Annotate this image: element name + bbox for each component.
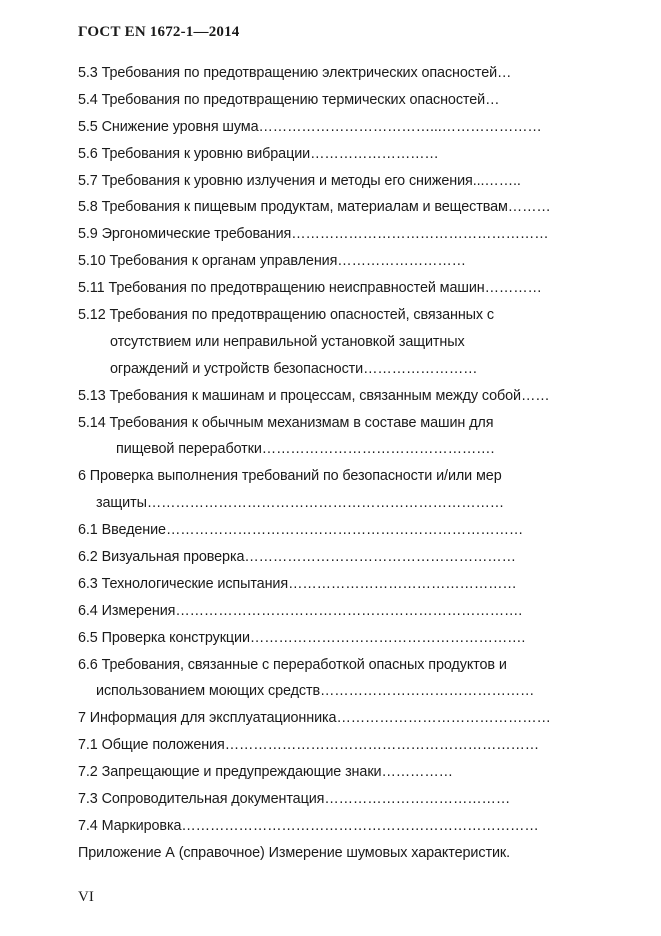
toc-entry: 6.6 Требования, связанные с переработкой опасных продуктов и — [78, 656, 507, 673]
table-of-contents — [78, 60, 658, 867]
toc-entry: 5.9 Эргономические требования……………………………………………… — [78, 226, 549, 243]
toc-entry: пищевой переработки…………………………………………. — [116, 441, 495, 458]
toc-entry: 5.7 Требования к уровню излучения и методы его снижения...…….. — [78, 172, 521, 189]
toc-entry: 6.2 Визуальная проверка………………………………………………… — [78, 549, 516, 566]
toc-entry: 5.14 Требования к обычным механизмам в составе машин для — [78, 414, 494, 431]
toc-entry: 5.12 Требования по предотвращению опасностей, связанных с — [78, 307, 495, 324]
page-number: VI — [78, 889, 94, 905]
toc-entry: 6 Проверка выполнения требований по безопасности и/или мер — [78, 468, 502, 485]
toc-entry: 5.6 Требования к уровню вибрации……………………… — [78, 145, 439, 162]
toc-entry: 5.4 Требования по предотвращению термических опасностей… — [78, 91, 500, 108]
toc-entry: 7 Информация для эксплуатационника……………………………………… — [78, 710, 551, 727]
toc-entry: 5.10 Требования к органам управления……………………… — [78, 253, 466, 270]
toc-entry: ограждений и устройств безопасности…………………… — [110, 360, 478, 377]
toc-entry: 6.3 Технологические испытания………………………………………… — [78, 575, 517, 592]
toc-entry: 5.3 Требования по предотвращению электрических опасностей… — [78, 65, 512, 81]
toc-entry: 6.4 Измерения………………………………………………………………. — [78, 602, 523, 619]
toc-entry: 5.5 Снижение уровня шума………………………………...………………… — [78, 118, 542, 135]
toc-entry: 6.1 Введение………………………………………………………………… — [78, 522, 524, 539]
toc-entry: 6.5 Проверка конструкции…………………………………………………. — [78, 629, 526, 646]
toc-entry: защиты………………………………………………………………… — [96, 495, 505, 512]
toc-entry: 5.11 Требования по предотвращению неисправностей машин………… — [78, 280, 542, 297]
toc-entry: Приложение А (справочное) Измерение шумовых характеристик. — [78, 844, 510, 861]
toc-entry: 7.3 Сопроводительная документация………………………………… — [78, 791, 511, 808]
document-header: ГОСТ EN 1672-1—2014 — [78, 24, 240, 40]
toc-entry: отсутствием или неправильной установкой защитных — [110, 333, 465, 350]
toc-entry: 7.2 Запрещающие и предупреждающие знаки…………… — [78, 764, 453, 781]
toc-entry: 7.1 Общие положения………………………………………………………… — [78, 737, 540, 754]
toc-entry: 7.4 Маркировка………………………………………………………………… — [78, 817, 539, 834]
toc-entry: 5.13 Требования к машинам и процессам, связанным между собой…… — [78, 387, 550, 404]
toc-entry: использованием моющих средств……………………………………… — [96, 683, 535, 700]
toc-entry: 5.8 Требования к пищевым продуктам, материалам и веществам……… — [78, 199, 551, 216]
